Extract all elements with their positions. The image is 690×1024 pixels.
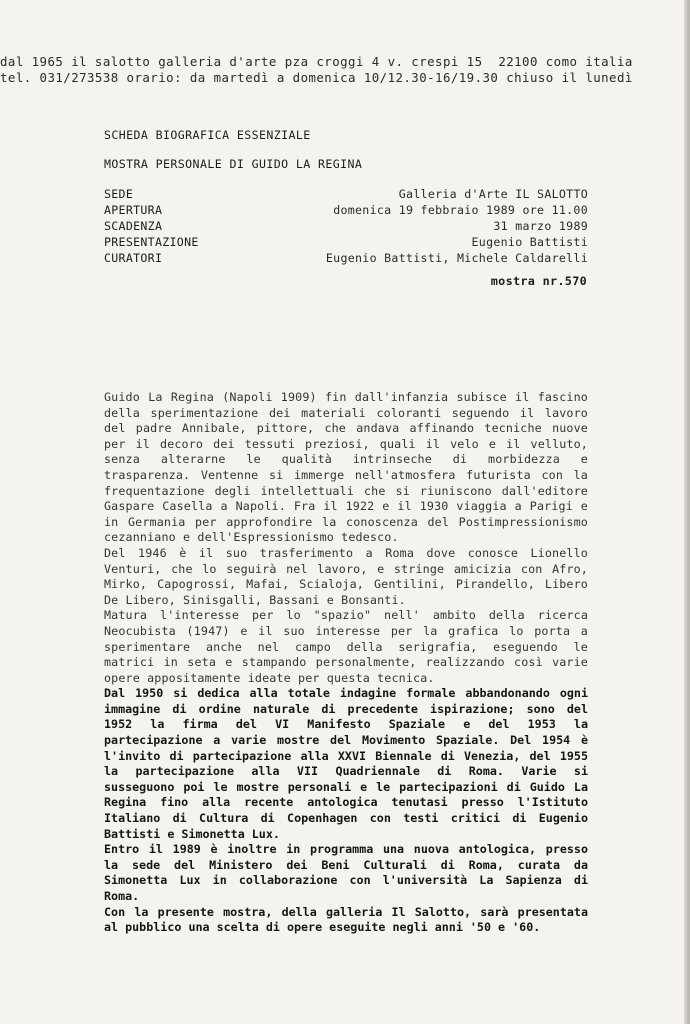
biography-line: per il decoro dei tessuti preziosi, quali il velo e il velluto, bbox=[104, 436, 588, 451]
biography-line: Mirko, Capogrossi, Mafai, Scialoja, Gentilini, Pirandello, Libero bbox=[104, 577, 588, 592]
biography-line: senza alterarne le qualità intrinseche di morbidezza e bbox=[104, 452, 588, 467]
info-row-apertura bbox=[104, 202, 588, 218]
biography-text bbox=[104, 390, 588, 936]
biography-line: De Libero, Sinisgalli, Bassani e Bonsanti. bbox=[104, 592, 406, 607]
info-row-scadenza bbox=[104, 218, 588, 234]
biography-line: cezanniano e dell'Espressionismo tedesco. bbox=[104, 530, 399, 545]
biography-line: matrici in seta e stampando personalmente, realizzando così varie bbox=[104, 655, 588, 670]
biography-line: Venturi, che lo seguirà nel lavoro, e stringe amicizia con Afro, bbox=[104, 561, 588, 576]
info-label: CURATORI bbox=[104, 251, 163, 265]
biography-line: Simonetta Lux in collaborazione con l'università La Sapienza di bbox=[104, 873, 588, 888]
exhibition-info-table bbox=[104, 186, 588, 266]
scheda-title: SCHEDA BIOGRAFICA ESSENZIALE bbox=[104, 128, 311, 142]
biography-line: al pubblico una scelta di opere eseguite negli anni '50 e '60. bbox=[104, 920, 541, 935]
info-value: Galleria d'Arte IL SALOTTO bbox=[398, 187, 588, 201]
biography-line: Guido La Regina (Napoli 1909) fin dall'infanzia subisce il fascino bbox=[104, 390, 588, 404]
info-label: SCADENZA bbox=[104, 219, 163, 233]
biography-line: in Germania per approfondire la conoscenza del Postimpressionismo bbox=[104, 514, 588, 529]
biography-line: la partecipazione alla VII Quadriennale di Roma. Varie si bbox=[104, 764, 588, 779]
biography-line: Neocubista (1947) e il suo interesse per la grafica lo porta a bbox=[104, 623, 588, 638]
exhibition-title: MOSTRA PERSONALE DI GUIDO LA REGINA bbox=[104, 157, 363, 171]
exhibition-number: mostra nr.570 bbox=[490, 274, 587, 288]
info-label: SEDE bbox=[104, 187, 134, 201]
biography-line: della sperimentazione dei materiali coloranti seguendo il lavoro bbox=[104, 405, 588, 420]
biography-line: Roma. bbox=[104, 889, 140, 903]
gallery-header-line-2: tel. 031/273538 orario: da martedì a domenica 10/12.30-16/19.30 chiuso il lunedì bbox=[0, 70, 633, 85]
biography-line: Battisti e Simonetta Lux. bbox=[104, 826, 280, 841]
biography-line: 1952 la firma del VI Manifesto Spaziale e del 1953 la bbox=[104, 717, 588, 732]
info-row-sede bbox=[104, 186, 588, 202]
info-value: Eugenio Battisti, Michele Caldarelli bbox=[325, 251, 588, 265]
biography-line: Entro il 1989 è inoltre in programma una nuova antologica, presso bbox=[104, 842, 588, 857]
info-label: APERTURA bbox=[104, 203, 163, 217]
biography-line: frequentazione degli intellettuali che si riuniscono dall'editore bbox=[104, 483, 588, 498]
biography-line: sperimentare anche nel campo della serigrafia, eseguendo le bbox=[104, 639, 588, 654]
biography-line: Dal 1950 si dedica alla totale indagine formale abbandonando ogni bbox=[104, 686, 588, 701]
biography-line: Italiano di Cultura di Copenhagen con testi critici di Eugenio bbox=[104, 811, 588, 826]
info-row-curatori bbox=[104, 250, 588, 266]
biography-line: la sede del Ministero dei Beni Culturali di Roma, curata da bbox=[104, 857, 588, 872]
info-value: 31 marzo 1989 bbox=[493, 219, 588, 233]
biography-line: susseguono poi le mostre personali e le partecipazioni di Guido La bbox=[104, 779, 588, 794]
biography-line: l'invito di partecipazione alla XXVI Biennale di Venezia, del 1955 bbox=[104, 748, 588, 763]
biography-line: Regina fino alla recente antologica tenutasi presso l'Istituto bbox=[104, 795, 588, 810]
biography-line: trasparenza. Ventenne si immerge nell'atmosfera futurista con la bbox=[104, 467, 588, 482]
biography-line: Matura l'interesse per lo "spazio" nell' ambito della ricerca bbox=[104, 608, 588, 623]
biography-line: opere appositamente ideate per questa tecnica. bbox=[104, 670, 435, 685]
info-label: PRESENTAZIONE bbox=[104, 235, 199, 249]
gallery-header-line-1: dal 1965 il salotto galleria d'arte pza croggi 4 v. crespi 15 22100 como italia bbox=[0, 54, 633, 69]
info-value: domenica 19 febbraio 1989 ore 11.00 bbox=[333, 203, 588, 217]
biography-line: Con la presente mostra, della galleria Il Salotto, sarà presentata bbox=[104, 904, 588, 919]
page-edge-shadow bbox=[684, 0, 690, 1024]
biography-line: immagine di ordine naturale di precedente ispirazione; sono del bbox=[104, 701, 588, 716]
biography-line: Gaspare Casella a Napoli. Fra il 1922 e il 1930 viaggia a Parigi e bbox=[104, 499, 588, 514]
info-row-presentazione bbox=[104, 234, 588, 250]
biography-line: partecipazione a varie mostre del Movimento Spaziale. Del 1954 è bbox=[104, 733, 588, 748]
biography-line: Del 1946 è il suo trasferimento a Roma dove conosce Lionello bbox=[104, 545, 588, 560]
info-value: Eugenio Battisti bbox=[471, 235, 588, 249]
biography-line: del padre Annibale, pittore, che andava affinando tecniche nuove bbox=[104, 421, 588, 436]
